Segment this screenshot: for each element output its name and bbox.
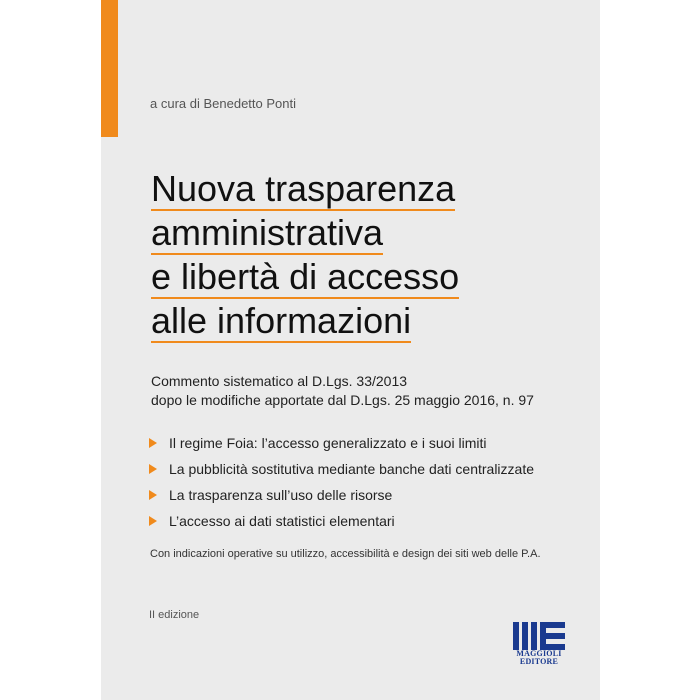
publisher-subname: EDITORE (519, 657, 559, 666)
triangle-bullet-icon (149, 516, 157, 526)
book-subtitle (151, 372, 534, 410)
publisher-name: MAGGIOLI (516, 649, 562, 658)
maggioli-logo-icon (513, 622, 565, 650)
triangle-bullet-icon (149, 464, 157, 474)
list-item: L’accesso ai dati statistici elementari (149, 508, 534, 534)
publisher-logo (513, 622, 565, 666)
edition-label: II edizione (149, 609, 200, 621)
topic-list (149, 430, 534, 534)
title-line: alle informazioni (151, 300, 412, 341)
subtitle-line: dopo le modifiche apportate dal D.Lgs. 25 maggio 2016, n. 97 (151, 392, 534, 408)
accent-stripe (101, 0, 118, 137)
triangle-bullet-icon (149, 490, 157, 500)
subtitle-line: Commento sistematico al D.Lgs. 33/2013 (151, 373, 408, 389)
list-item: Il regime Foia: l’accesso generalizzato e i suoi limiti (149, 430, 534, 456)
triangle-bullet-icon (149, 438, 157, 448)
book-title (151, 167, 459, 343)
operative-note: Con indicazioni operative su utilizzo, accessibilità e design dei siti web delle P.A. (150, 548, 541, 560)
title-line: e libertà di accesso (151, 256, 460, 297)
list-item: La pubblicità sostitutiva mediante banche dati centralizzate (149, 456, 534, 482)
title-line: amministrativa (151, 212, 384, 253)
list-item: La trasparenza sull’uso delle risorse (149, 482, 534, 508)
title-line: Nuova trasparenza (151, 168, 456, 209)
book-cover (101, 0, 600, 700)
editor-credit: a cura di Benedetto Ponti (150, 96, 296, 111)
